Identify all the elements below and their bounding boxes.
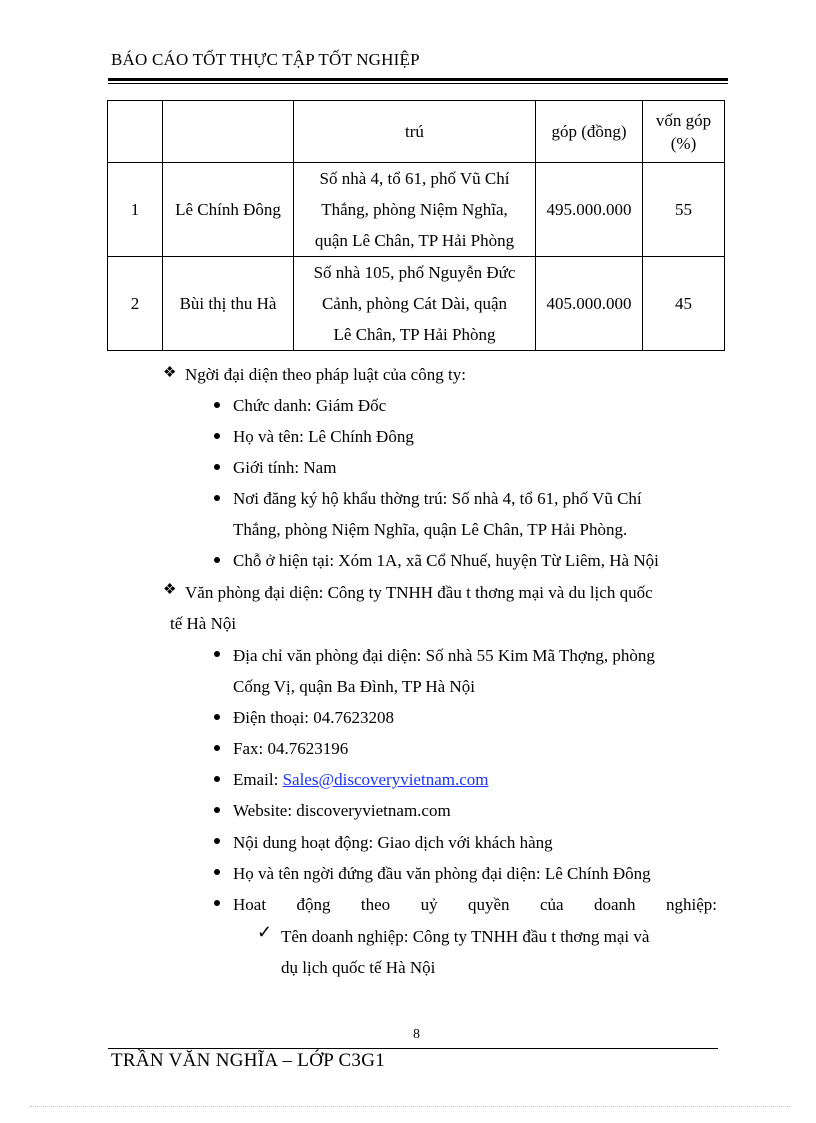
bullet-icon [214, 838, 220, 844]
word: nghiệp: [665, 895, 717, 914]
list-item: Chỗ ở hiện tại: Xóm 1A, xã Cổ Nhuế, huyện Từ Liêm, Hà Nội [233, 551, 659, 570]
header-text: (%) [670, 133, 697, 153]
word: động [296, 895, 331, 914]
bullet-icon [214, 776, 220, 782]
diamond-bullet-icon: ❖ [163, 365, 177, 381]
header-rule-thick [108, 78, 728, 81]
member-name: Bùi thị thu Hà [163, 257, 294, 351]
word: doanh [594, 895, 636, 914]
diamond-bullet-icon: ❖ [163, 582, 177, 598]
table-header-row [108, 101, 725, 163]
row-number: 1 [108, 163, 163, 257]
bullet-icon [214, 651, 220, 657]
bullet-icon [214, 807, 220, 813]
section1-title: Ngời đại diện theo pháp luật của công ty: [185, 365, 466, 384]
page-header-title: BÁO CÁO TỐT THỰC TẬP TỐT NGHIỆP [111, 50, 420, 69]
list-item: Điện thoại: 04.7623208 [233, 708, 395, 727]
bullet-icon [214, 900, 220, 906]
word: uỷ [420, 895, 438, 914]
page-edge-dotted-line [30, 1106, 790, 1107]
member-address [294, 257, 536, 351]
bullet-icon [214, 495, 220, 501]
email-link[interactable]: Sales@discoveryvietnam.com [282, 770, 489, 789]
table-header-cell [643, 101, 725, 163]
list-item-continued: Thắng, phòng Niệm Nghĩa, quận Lê Chân, TP Hải Phòng. [233, 520, 628, 539]
list-item: Website: discoveryvietnam.com [233, 801, 451, 820]
table-header-cell [163, 101, 294, 163]
list-item: Địa chỉ văn phòng đại diện: Số nhà 55 Kim Mã Thợng, phòng [233, 646, 655, 665]
word: theo [360, 895, 391, 914]
address-line: quận Lê Chân, TP Hải Phòng [314, 231, 515, 250]
check-item: Tên doanh nghiệp: Công ty TNHH đầu t thơng mại và [281, 927, 650, 946]
bullet-icon [214, 745, 220, 751]
header-text: vốn góp [655, 110, 712, 130]
member-address [294, 163, 536, 257]
section2-title-continued: tế Hà Nội [170, 614, 237, 633]
table-row [108, 163, 725, 257]
footer-rule [108, 1048, 718, 1049]
word: của [539, 895, 564, 914]
list-item: Nơi đăng ký hộ khẩu thờng trú: Số nhà 4, tổ 61, phố Vũ Chí [233, 489, 642, 508]
list-item [233, 770, 489, 790]
header-rule-thin [108, 83, 728, 84]
footer-author: TRẦN VĂN NGHĨA – LỚP C3G1 [111, 1050, 386, 1071]
address-line: Số nhà 105, phố Nguyễn Đức [313, 263, 516, 282]
list-item: Giới tính: Nam [233, 458, 337, 477]
checkmark-icon: ✓ [257, 922, 273, 942]
address-line: Lê Chân, TP Hải Phòng [333, 325, 496, 344]
bullet-icon [214, 869, 220, 875]
word: quyền [468, 895, 510, 914]
contribution-percent: 55 [643, 163, 725, 257]
address-line: Cảnh, phòng Cát Dài, quận [321, 294, 508, 313]
bullet-icon [214, 714, 220, 720]
capital-contribution-table [107, 100, 725, 351]
list-item-continued: Cống Vị, quận Ba Đình, TP Hà Nội [233, 677, 475, 696]
list-item: Nội dung hoạt động: Giao dịch với khách hàng [233, 833, 553, 852]
email-label: Email: [233, 770, 283, 789]
table-header-cell: trú [294, 101, 536, 163]
row-number: 2 [108, 257, 163, 351]
page-number: 8 [413, 1027, 420, 1042]
bullet-icon [214, 402, 220, 408]
section2-title: Văn phòng đại diện: Công ty TNHH đầu t thơng mại và du lịch quốc [185, 583, 653, 602]
list-item: Họ và tên ngời đứng đầu văn phòng đại diện: Lê Chính Đông [233, 864, 651, 883]
address-line: Số nhà 4, tổ 61, phố Vũ Chí [319, 169, 510, 188]
bullet-icon [214, 464, 220, 470]
address-line: Thắng, phòng Niệm Nghĩa, [321, 200, 508, 219]
table-row [108, 257, 725, 351]
table-header-cell [108, 101, 163, 163]
list-item: Chức danh: Giám Đốc [233, 396, 387, 415]
list-item: Fax: 04.7623196 [233, 739, 349, 758]
contribution-amount: 495.000.000 [536, 163, 643, 257]
bullet-icon [214, 433, 220, 439]
word: Hoat [233, 895, 267, 914]
contribution-percent: 45 [643, 257, 725, 351]
list-item: Họ và tên: Lê Chính Đông [233, 427, 414, 446]
check-item-continued: dụ lịch quốc tế Hà Nội [281, 958, 436, 977]
bullet-icon [214, 557, 220, 563]
table-header-cell: góp (đồng) [536, 101, 643, 163]
member-name: Lê Chính Đông [163, 163, 294, 257]
list-item-justified [233, 895, 717, 915]
contribution-amount: 405.000.000 [536, 257, 643, 351]
